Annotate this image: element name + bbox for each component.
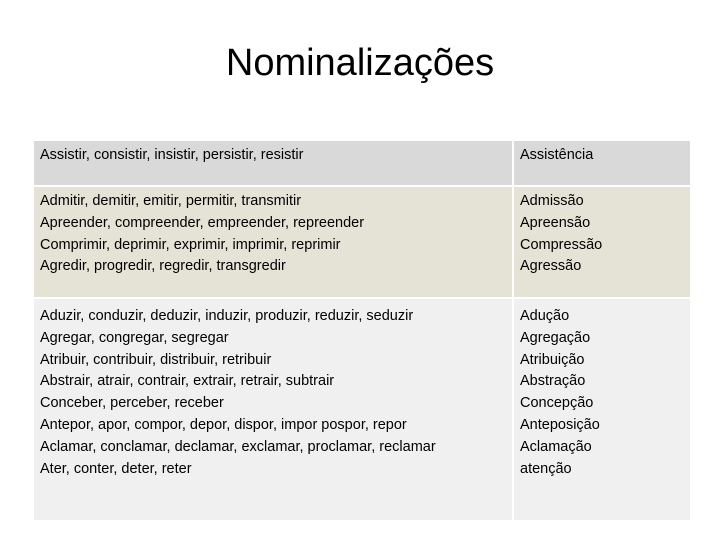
nominalization-table <box>32 139 692 522</box>
verb-line: Admitir, demitir, emitir, permitir, transmitir <box>40 193 302 209</box>
nouns-cell <box>513 298 691 521</box>
noun-line: atenção <box>520 460 572 477</box>
noun-line: Agressão <box>520 258 582 275</box>
table-row <box>33 140 691 186</box>
verb-line: Aduzir, conduzir, deduzir, induzir, produzir, reduzir, seduzir <box>40 308 414 324</box>
noun-line: Abstração <box>520 373 586 390</box>
noun-line: Adução <box>520 308 570 324</box>
verbs-cell <box>33 140 513 186</box>
page-title: Nominalizações <box>225 42 495 84</box>
verb-line: Comprimir, deprimir, exprimir, imprimir, reprimir <box>40 236 341 253</box>
noun-line: Admissão <box>520 193 584 209</box>
verbs-cell <box>33 186 513 298</box>
verb-line: Assistir, consistir, insistir, persistir, resistir <box>40 147 304 163</box>
nouns-cell <box>513 186 691 298</box>
noun-line: Aclamação <box>520 438 592 455</box>
nouns-cell <box>513 140 691 186</box>
verb-line: Agregar, congregar, segregar <box>40 329 229 346</box>
verb-line: Aclamar, conclamar, declamar, exclamar, proclamar, reclamar <box>40 438 436 455</box>
noun-line: Agregação <box>520 329 591 346</box>
verb-line: Antepor, apor, compor, depor, dispor, impor pospor, repor <box>40 416 407 433</box>
noun-line: Atribuição <box>520 351 585 368</box>
verb-line: Conceber, perceber, receber <box>40 395 224 412</box>
noun-line: Apreensão <box>520 214 591 231</box>
table-row <box>33 298 691 521</box>
noun-line: Compressão <box>520 236 603 253</box>
verb-line: Agredir, progredir, regredir, transgredir <box>40 258 286 275</box>
verb-line: Abstrair, atrair, contrair, extrair, retrair, subtrair <box>40 373 335 390</box>
noun-line: Concepção <box>520 395 594 412</box>
noun-line: Assistência <box>520 147 594 163</box>
noun-line: Anteposição <box>520 416 600 433</box>
verbs-cell <box>33 298 513 521</box>
verb-line: Atribuir, contribuir, distribuir, retribuir <box>40 351 272 368</box>
verb-line: Ater, conter, deter, reter <box>40 460 192 477</box>
verb-line: Apreender, compreender, empreender, repreender <box>40 214 365 231</box>
table-row <box>33 186 691 298</box>
